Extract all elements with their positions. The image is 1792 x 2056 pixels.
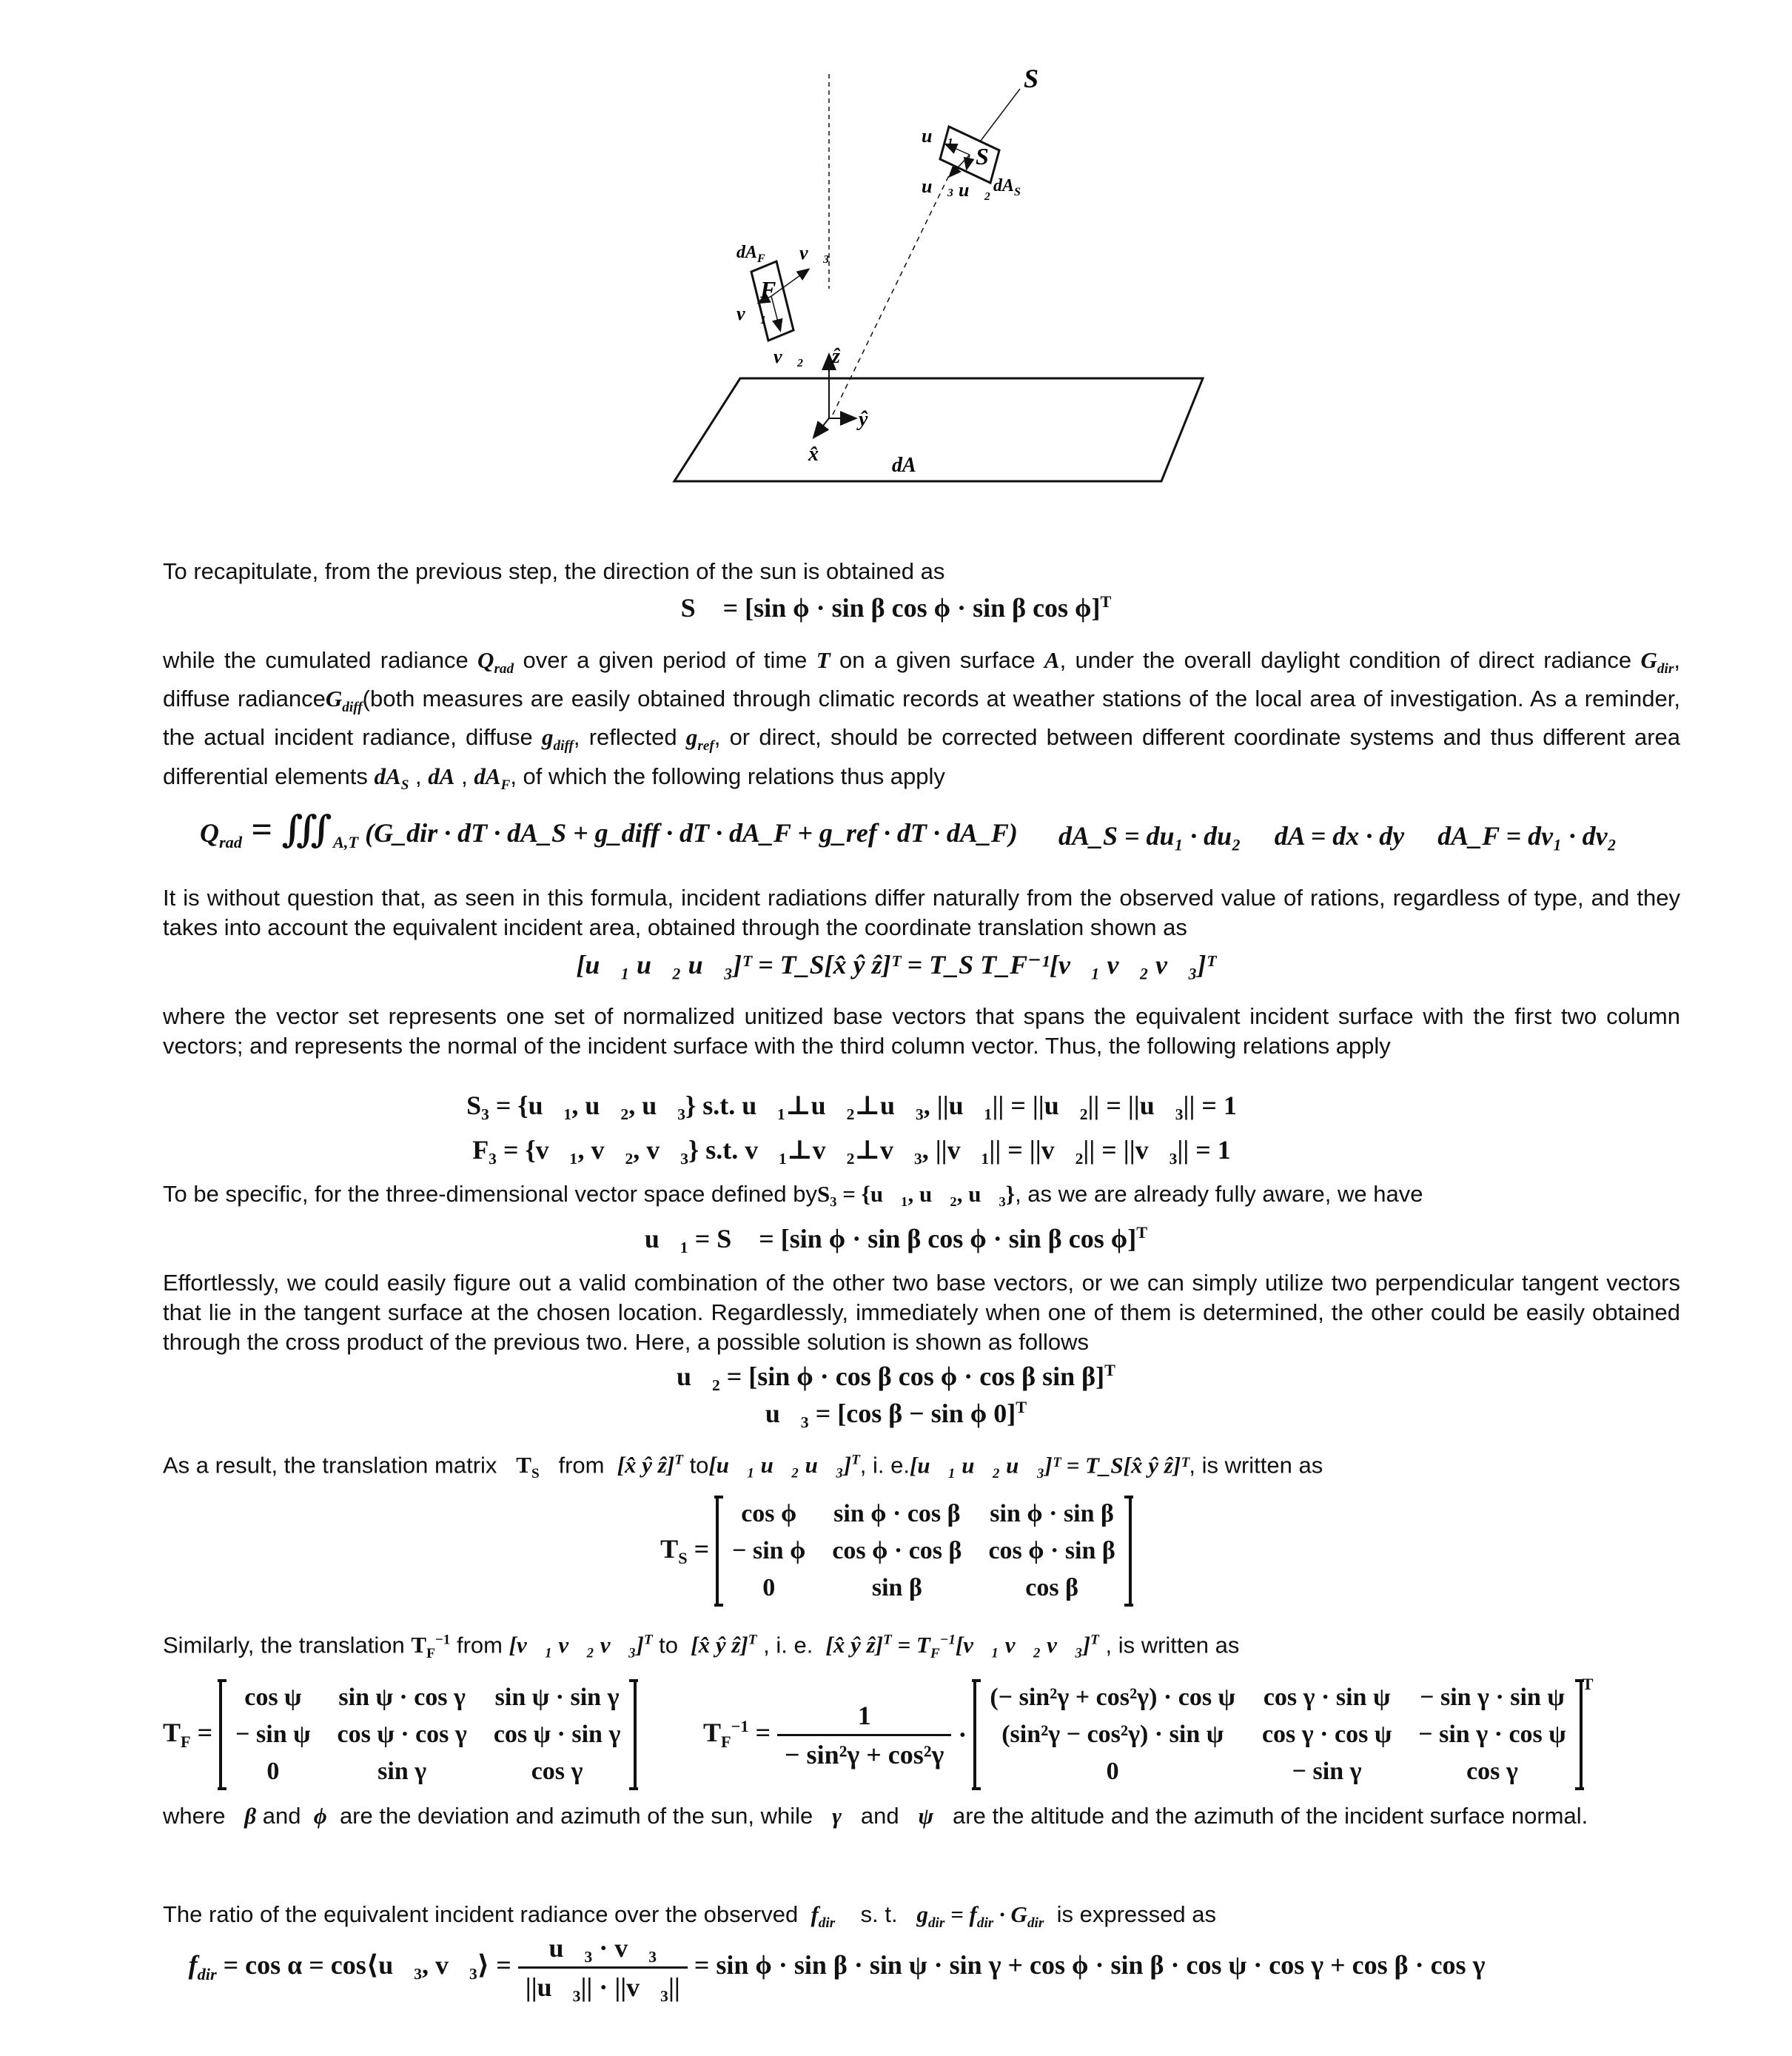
paragraph-ts bbox=[163, 1446, 1680, 1490]
paragraph-tf-text: Similarly, the translation $T_F^{-1}$ from [v⃗₁ v⃗₂ v⃗₃]$^T$ to [x̂ ŷ ẑ]$^T$ , i. e. [x̂ ŷ ẑ]$^T$ = $T_F^{-1}[v⃗_1$ v⃗₂ v⃗₃]$^T$ , is written as bbox=[163, 1632, 1240, 1662]
paragraph-ts-text: As a result, the translation matrix $T_S$ from [x̂ ŷ ẑ]$^T$ to[u⃗₁ u⃗₂ u⃗₃]$^T$, i. e.[u⃗₁ u⃗₂ u⃗₃]ᵀ = T_S[x̂ ŷ ẑ]ᵀ, is written as bbox=[163, 1452, 1323, 1482]
x-axis bbox=[814, 418, 829, 437]
matrix-cell: cos ψ · sin γ bbox=[493, 1721, 621, 1748]
matrix-cell: sin γ bbox=[377, 1758, 427, 1785]
matrix-cell: − sin γ bbox=[1292, 1758, 1362, 1785]
equation-F3-definition: F₃ = {v⃗₁, v⃗₂, v⃗₃} s.t. v⃗₁⊥v⃗₂⊥v⃗₃, ||v⃗₁|| = ||v⃗₂|| = ||v⃗₃|| = 1 bbox=[472, 1135, 1231, 1165]
matrix-cell: cos ϕ · sin β bbox=[988, 1537, 1115, 1564]
matrix-cell: cos γ · cos ψ bbox=[1261, 1721, 1392, 1748]
TF-inverse-fraction: $\frac{1}{\text{− sin²γ + cos²γ}}$ bbox=[777, 1700, 951, 1770]
paragraph-radiance-text: while the cumulated radiance $Q_{rad}$ over a given period of time T on a given surface A, under the overall daylight condition of direct radiance $G_{dir}$, diffuse radianceG$_{diff}$(both measures are easily obtained through climatic records at weather stations of the local area of investigation. As a reminder, the actual incident radiance, diffuse $g_{diff}$, reflected $g_{ref}$, or direct, should be corrected between different coordinate systems and thus different area differential elements $dA_S$ , dA , $dA_F$, of which the following relations thus apply bbox=[163, 647, 1680, 793]
matrix-row bbox=[221, 1716, 635, 1753]
matrix-cell: sin ψ · cos γ bbox=[338, 1684, 466, 1711]
matrix-row bbox=[975, 1679, 1580, 1716]
matrix-cell: 0 bbox=[266, 1758, 280, 1785]
matrix-cell: sin ϕ · sin β bbox=[990, 1500, 1114, 1527]
label-v2: v⃗₂ bbox=[773, 346, 804, 367]
label-sun-surface: S bbox=[976, 143, 989, 170]
paragraph-specific-text: To be specific, for the three-dimensional vector space defined byS₃ = {u⃗₁, u⃗₂, u⃗₃}, as we are already fully aware, we have bbox=[163, 1181, 1423, 1207]
matrix-cell: (sin²γ − cos²γ) · sin ψ bbox=[1001, 1721, 1224, 1748]
equation-fdir: $f_{dir} = \cos \alpha$ = cos⟨u⃗₃, v⃗₃⟩ = $\frac{\text{u⃗₃ · v⃗₃}}{\text{||u⃗₃|| · ||v⃗₃||}}$ = sin ϕ · sin β · sin ψ · sin γ + cos ϕ · sin β · cos ψ · cos γ + cos β · cos γ bbox=[188, 1933, 1486, 2002]
matrix-row bbox=[717, 1533, 1130, 1570]
matrix-cell: cos γ · sin ψ bbox=[1263, 1684, 1391, 1711]
matrix-cell: cos γ bbox=[1466, 1758, 1518, 1785]
matrix-cell: sin β bbox=[871, 1574, 922, 1601]
TF-inverse-matrix bbox=[973, 1679, 1582, 1790]
matrix-cell: cos ϕ bbox=[741, 1500, 797, 1527]
paragraph-specific bbox=[163, 1179, 1680, 1209]
label-z-hat: ẑ bbox=[832, 345, 840, 368]
ground-plane bbox=[674, 378, 1203, 481]
matrix-cell: cos ψ bbox=[244, 1684, 302, 1711]
matrix-cell: 0 bbox=[1106, 1758, 1119, 1785]
matrix-cell: − sin γ · cos ψ bbox=[1418, 1721, 1566, 1748]
paragraph-angles-text: where β and ϕ are the deviation and azimuth of the sun, while γ and ψ are the altitude and the azimuth of the incident surface normal. bbox=[163, 1803, 1588, 1829]
matrix-cell: − sin ϕ bbox=[732, 1537, 806, 1564]
equation-u1: u⃗₁ = S⃗ = [sin ϕ · sin β cos ϕ · sin β cos ϕ]$^T$ bbox=[644, 1223, 1148, 1253]
matrix-cell: cos ϕ · cos β bbox=[832, 1537, 962, 1564]
matrix-cell: − sin ψ bbox=[235, 1721, 311, 1748]
paragraph-tf bbox=[163, 1626, 1680, 1670]
equation-TF-inverse: $T_F^{-1}$ = $\frac{1}{\text{− sin²γ + cos²γ}}$ · (− sin²γ + cos²γ) · cos ψ cos γ · sin ψ − sin γ · sin ψ (sin²γ − cos²γ) · sin ψ cos γ · cos ψ − sin γ · cos ψ 0 − sin γ cos γ $^T$ bbox=[703, 1679, 1594, 1790]
paragraph-effortlessly bbox=[163, 1268, 1680, 1357]
label-u1: u⃗₁ bbox=[922, 125, 954, 147]
label-v1: v⃗₁ bbox=[736, 303, 767, 324]
matrix-cell: sin ψ · sin γ bbox=[494, 1684, 620, 1711]
sun-ray-line bbox=[981, 89, 1020, 141]
paragraph-angles bbox=[163, 1801, 1680, 1831]
label-ground-area: dA bbox=[892, 454, 916, 477]
sun-direction-expr: S⃗ = [sin ϕ · sin β cos ϕ · sin β cos ϕ] bbox=[680, 593, 1101, 623]
label-u2: u⃗₂ bbox=[959, 179, 991, 201]
equation-integral: $Q_{rad}$ = $∭_{A,T}$ (G_dir · dT · dA_S + g_diff · dT · dA_F + g_ref · dT · dA_F) bbox=[200, 808, 1018, 852]
matrix-row bbox=[717, 1570, 1130, 1607]
label-sun-vector: S⃗ bbox=[1024, 64, 1060, 93]
matrix-cell: cos γ bbox=[531, 1758, 583, 1785]
matrix-cell: 0 bbox=[762, 1574, 776, 1601]
label-v3: v⃗₃ bbox=[799, 242, 830, 264]
equation-TS-matrix: $T_S = \cos \phi$ sin ϕ · cos β sin ϕ · sin β − sin ϕ cos ϕ · cos β cos ϕ · sin β 0 sin β cos β bbox=[0, 1496, 1792, 1607]
label-sun-area: $dA_S$ bbox=[993, 176, 1021, 198]
matrix-cell: (− sin²γ + cos²γ) · cos ψ bbox=[990, 1684, 1235, 1711]
matrix-row bbox=[975, 1753, 1580, 1790]
coordinate-diagram bbox=[0, 0, 1792, 533]
label-u3: u⃗₃ bbox=[922, 175, 954, 197]
equation-TF-matrix: $T_F = \cos \psi$ sin ψ · cos γ sin ψ · sin γ − sin ψ cos ψ · cos γ cos ψ · sin γ 0 sin γ cos γ bbox=[163, 1679, 637, 1790]
label-facade-surface: F bbox=[760, 276, 776, 303]
equation-sun-direction bbox=[0, 592, 1792, 623]
paragraph-recap-text: To recapitulate, from the previous step, the direction of the sun is obtained as bbox=[163, 558, 945, 584]
equation-coordinate-translation: [u⃗₁ u⃗₂ u⃗₃]ᵀ = T_S[x̂ ŷ ẑ]ᵀ = T_S T_F⁻¹[v⃗₁ v⃗₂ v⃗₃]ᵀ bbox=[576, 950, 1216, 980]
label-x-hat: x̂ bbox=[808, 443, 819, 466]
equation-S3-definition: S₃ = {u⃗₁, u⃗₂, u⃗₃} s.t. u⃗₁⊥u⃗₂⊥u⃗₃, ||u⃗₁|| = ||u⃗₂|| = ||u⃗₃|| = 1 bbox=[466, 1091, 1237, 1120]
matrix-cell: sin ϕ · cos β bbox=[833, 1500, 961, 1527]
v3-arrow bbox=[771, 269, 808, 296]
matrix-row bbox=[717, 1496, 1130, 1533]
paragraph-vector-set bbox=[163, 1002, 1680, 1061]
paragraph-vector-set-text: where the vector set represents one set of normalized unitized base vectors that spans the equivalent incident surface with the first two column vectors; and represents the normal of the incident surface with the third column vector. Thus, the following relations apply bbox=[163, 1003, 1680, 1059]
paragraph-recap bbox=[163, 557, 1680, 586]
matrix-cell: cos β bbox=[1025, 1574, 1078, 1601]
equation-area-defs: dA_S = du₁ · du₂ dA = dx · dy dA_F = dv₁ · dv₂ bbox=[1058, 821, 1617, 851]
TS-matrix bbox=[716, 1496, 1132, 1607]
transpose-mark: T bbox=[1100, 592, 1112, 611]
matrix-cell: cos ψ · cos γ bbox=[337, 1721, 467, 1748]
matrix-cell: − sin γ · sin ψ bbox=[1420, 1684, 1565, 1711]
equation-u3: u⃗₃ = [cos β − sin ϕ 0]$^T$ bbox=[765, 1398, 1027, 1428]
label-y-hat: ŷ bbox=[859, 408, 868, 431]
paragraph-translation bbox=[163, 883, 1680, 942]
label-facade-area: $dA_F$ bbox=[736, 243, 765, 265]
matrix-row bbox=[221, 1679, 635, 1716]
paragraph-translation-text: It is without question that, as seen in this formula, incident radiations differ naturally from the observed value of rations, regardless of type, and they takes into account the equivalent incident area, obtained through the coordinate translation shown as bbox=[163, 885, 1680, 940]
matrix-row bbox=[975, 1716, 1580, 1753]
fdir-fraction: $\frac{\text{u⃗₃ · v⃗₃}}{\text{||u⃗₃|| · ||v⃗₃||}}$ bbox=[518, 1932, 688, 2003]
paragraph-ratio-text: The ratio of the equivalent incident radiance over the observed $f_{dir}$ s. t. $g_{dir} = f_{dir} \cdot G_{dir}$ is expressed as bbox=[163, 1901, 1216, 1932]
paragraph-effortlessly-text: Effortlessly, we could easily figure out a valid combination of the other two base vectors, or we can simply utilize two perpendicular tangent vectors that lie in the tangent surface at the chosen location. Regardlessly, immediately when one of them is determined, the other could be easily obtained through the cross product of the previous two. Here, a possible solution is shown as follows bbox=[163, 1270, 1680, 1355]
paragraph-radiance bbox=[163, 646, 1680, 800]
TF-matrix bbox=[219, 1679, 637, 1790]
equation-u2: u⃗₂ = [sin ϕ · cos β cos ϕ · cos β sin β]$^T$ bbox=[676, 1361, 1116, 1391]
matrix-row bbox=[221, 1753, 635, 1790]
